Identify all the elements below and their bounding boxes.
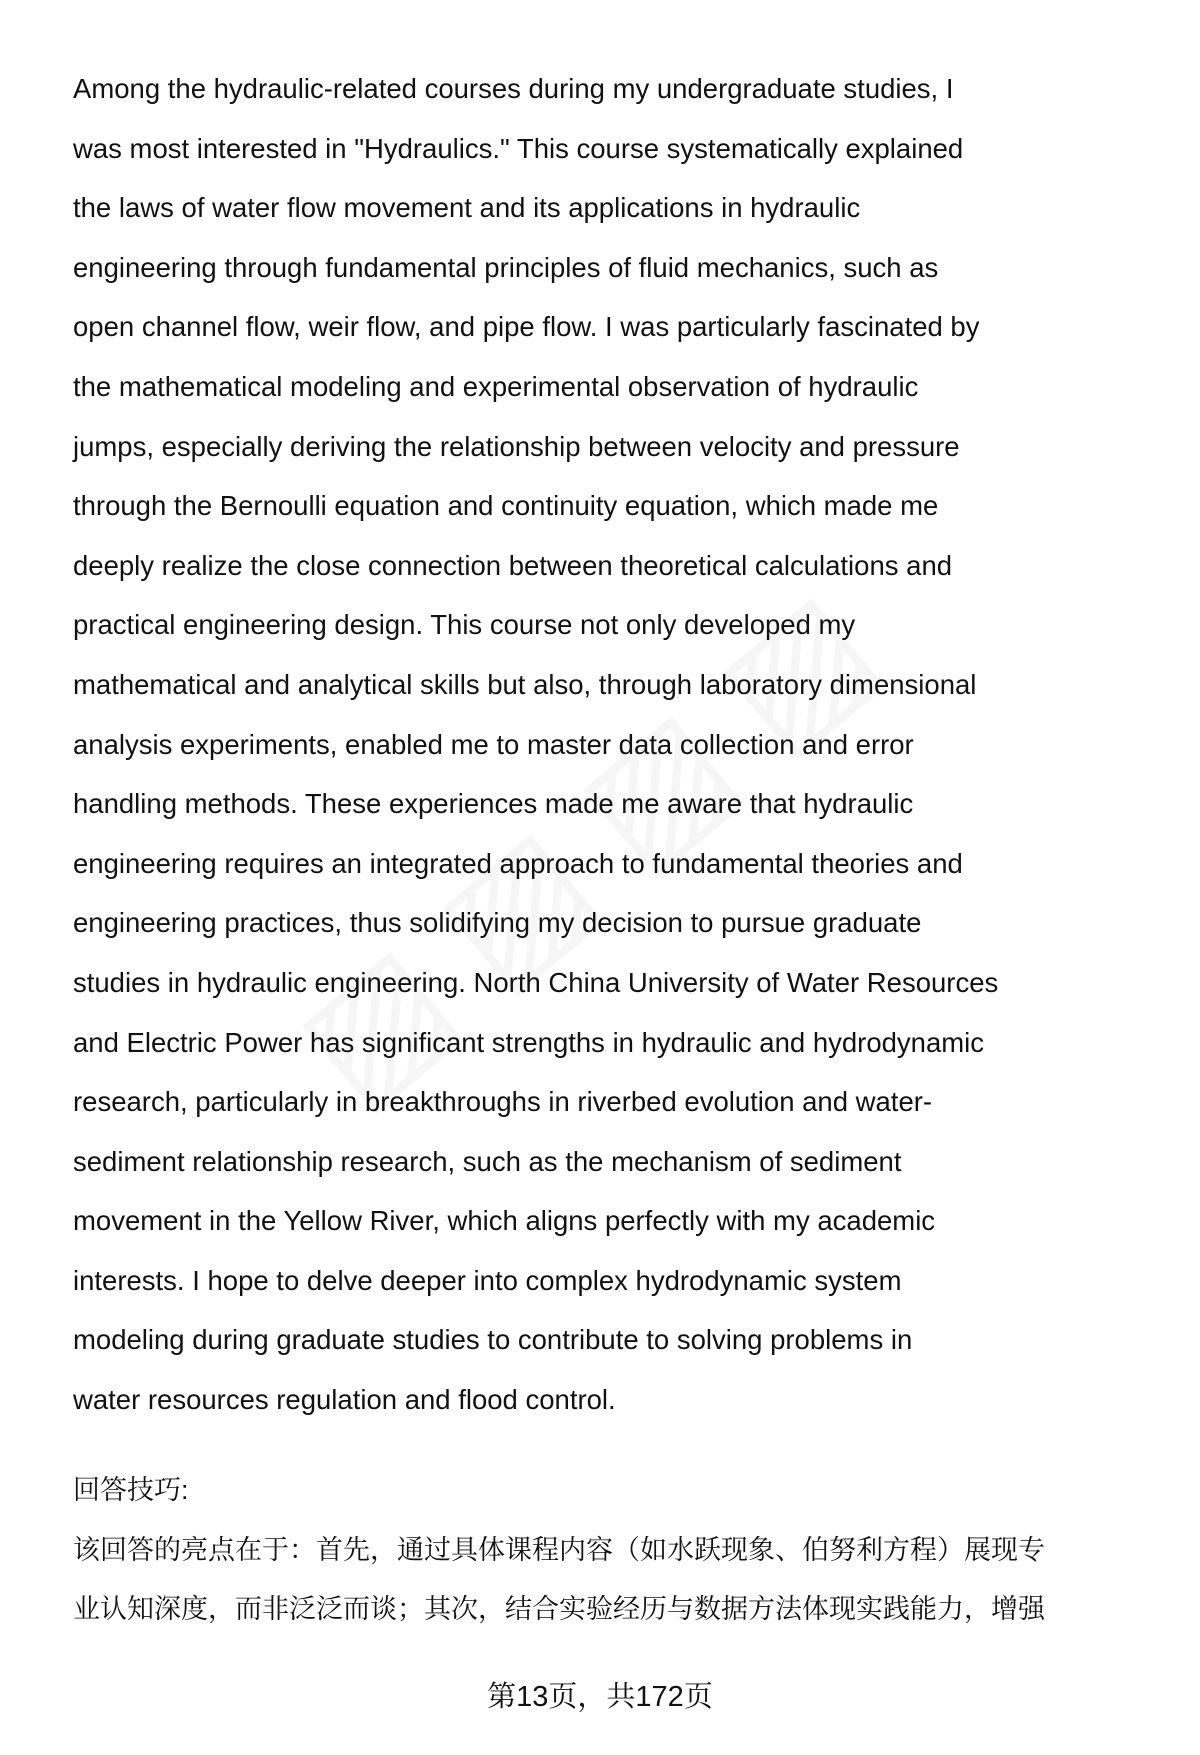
paragraph-line: jumps, especially deriving the relationship between velocity and pressure (73, 430, 960, 462)
tips-line: 该回答的亮点在于：首先，通过具体课程内容（如水跃现象、伯努利方程）展现专 (73, 1534, 1045, 1565)
paragraph-line: mathematical and analytical skills but also, through laboratory dimensional (73, 668, 977, 700)
paragraph-line: handling methods. These experiences made me aware that hydraulic (73, 788, 914, 820)
paragraph-line: deeply realize the close connection between theoretical calculations and (73, 549, 953, 581)
paragraph-line: practical engineering design. This course not only developed my (73, 609, 856, 641)
tips-heading: 回答技巧: (73, 1475, 189, 1505)
paragraph-line: engineering practices, thus solidifying my decision to pursue graduate (73, 907, 922, 939)
page-number: 第13页，共172页 (487, 1681, 713, 1713)
paragraph-line: engineering requires an integrated approach to fundamental theories and (73, 847, 963, 879)
paragraph-line: movement in the Yellow River, which aligns perfectly with my academic (73, 1205, 936, 1237)
paragraph-line: the laws of water flow movement and its applications in hydraulic (73, 192, 861, 224)
paragraph-line: research, particularly in breakthroughs in riverbed evolution and water- (73, 1086, 933, 1118)
paragraph-line: interests. I hope to delve deeper into complex hydrodynamic system (73, 1264, 902, 1296)
paragraph-line: and Electric Power has significant strengths in hydraulic and hydrodynamic (73, 1026, 985, 1058)
answer-paragraph (73, 59, 1183, 1430)
paragraph-line: engineering through fundamental principles of fluid mechanics, such as (73, 251, 939, 283)
paragraph-line: modeling during graduate studies to contribute to solving problems in (73, 1324, 913, 1356)
paragraph-line: through the Bernoulli equation and continuity equation, which made me (73, 490, 939, 522)
tips-line: 业认知深度，而非泛泛而谈；其次，结合实验经历与数据方法体现实践能力，增强 (73, 1594, 1045, 1625)
paragraph-line: Among the hydraulic-related courses during my undergraduate studies, I (73, 73, 954, 104)
paragraph-line: the mathematical modeling and experimental observation of hydraulic (73, 370, 919, 402)
paragraph-line: water resources regulation and flood control. (73, 1384, 616, 1416)
paragraph-line: was most interested in "Hydraulics." This course systematically explained (73, 132, 964, 164)
answer-tips (73, 1461, 1183, 1640)
paragraph-line: sediment relationship research, such as the mechanism of sediment (73, 1145, 902, 1177)
paragraph-line: studies in hydraulic engineering. North China University of Water Resources (73, 966, 999, 998)
paragraph-line: analysis experiments, enabled me to master data collection and error (73, 728, 914, 760)
paragraph-line: open channel flow, weir flow, and pipe flow. I was particularly fascinated by (73, 311, 980, 343)
